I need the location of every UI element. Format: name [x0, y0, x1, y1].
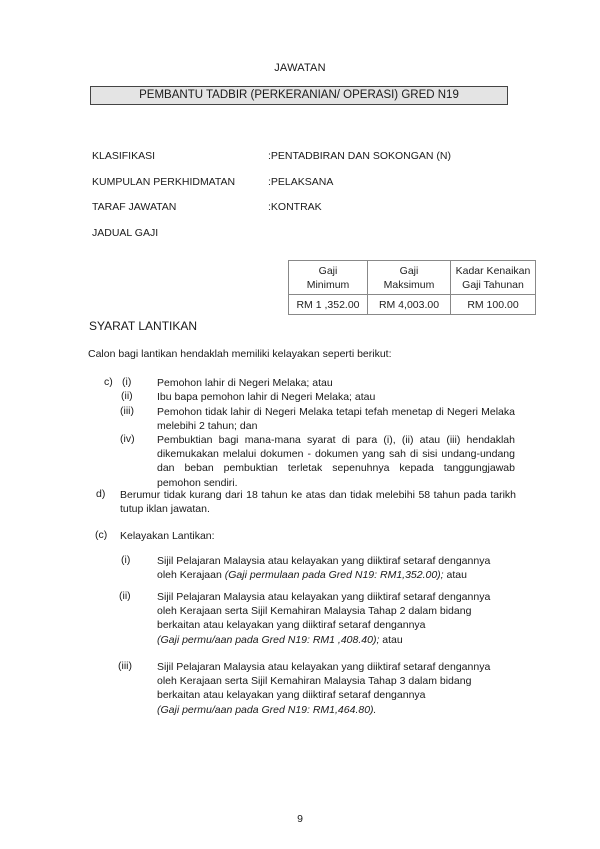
salary-header-minimum: Gaji Minimum: [289, 261, 368, 295]
info-label-taraf: TARAF JAWATAN: [92, 201, 177, 213]
kelayakan-item-1-text: Sijil Pelajaran Malaysia atau kelayakan yang diiktiraf setaraf dengannya oleh Kerajaan (Gaji permulaan pada Gred N19: RM1,352.00); atau: [157, 555, 491, 582]
salary-cell-maksimum: RM 4,003.00: [368, 295, 451, 315]
kelayakan-item-1-num: (i): [121, 554, 131, 566]
c-item-4-text: Pembuktian bagi mana-mana syarat di para (i), (ii) atau (iii) hendaklah dikemukakan melalui dokumen - dokumen yang sah di sisi undang-undang dan beban pembuktian terletak sepenuhnya kepada tanggungjawab pemohon sendiri.: [157, 434, 515, 489]
c-item-2-num: (ii): [121, 390, 133, 402]
kelayakan-item-2-salary: (Gaji permu/aan pada Gred N19: RM1 ,408.40);: [157, 633, 380, 646]
c-item-4-num: (iv): [120, 433, 135, 445]
kelayakan-item-2-text: Sijil Pelajaran Malaysia atau kelayakan yang diiktiraf setaraf dengannya oleh Kerajaan serta Sijil Kemahiran Malaysia Tahap 2 dalam bidang berkaitan atau kelayakan yang diiktiraf setaraf dengannya (Gaji permu/aan pada Gred N19: RM1 ,408.40); atau: [157, 591, 491, 646]
c-item-3-text: Pemohon tidak lahir di Negeri Melaka tetapi tefah menetap di Negeri Melaka melebihi 2 tahun; dan: [157, 406, 515, 433]
info-value-taraf: :KONTRAK: [268, 201, 322, 213]
info-label-klasifikasi: KLASIFIKASI: [92, 150, 156, 162]
c-item-1-text: Pemohon lahir di Negeri Melaka; atau: [157, 377, 333, 389]
kelayakan-label: (c): [95, 529, 108, 541]
d-text: Berumur tidak kurang dari 18 tahun ke atas dan tidak melebihi 58 tahun pada tarikh tutup iklan jawatan.: [120, 489, 516, 516]
salary-header-kenaikan: Kadar Kenaikan Gaji Tahunan: [451, 261, 536, 295]
c-item-1-num: (i): [122, 376, 132, 388]
c-item-3-num: (iii): [120, 405, 134, 417]
position-title: PEMBANTU TADBIR (PERKERANIAN/ OPERASI) GRED N19: [90, 86, 508, 105]
page-number: 9: [297, 813, 303, 825]
salary-cell-minimum: RM 1 ,352.00: [289, 295, 368, 315]
salary-table-header: [289, 261, 536, 295]
info-label-kumpulan: KUMPULAN PERKHIDMATAN: [92, 176, 236, 188]
kelayakan-item-1-salary: (Gaji permulaan pada Gred N19: RM1,352.00);: [224, 569, 444, 582]
c-item-2-text: Ibu bapa pemohon lahir di Negeri Melaka; atau: [157, 391, 376, 403]
section-title: SYARAT LANTIKAN: [89, 319, 198, 333]
kelayakan-item-3-salary: (Gaji permu/aan pada Gred N19: RM1,464.80).: [157, 703, 377, 716]
kelayakan-item-3-num: (iii): [118, 660, 132, 672]
salary-table-row: [289, 295, 536, 315]
intro-text: Calon bagi lantikan hendaklah memiliki kelayakan seperti berikut:: [88, 348, 392, 360]
salary-header-maksimum: Gaji Maksimum: [368, 261, 451, 295]
kelayakan-title: Kelayakan Lantikan:: [120, 530, 215, 542]
salary-cell-kenaikan: RM 100.00: [451, 295, 536, 315]
salary-table: [288, 260, 536, 315]
kelayakan-item-3-text: Sijil Pelajaran Malaysia atau kelayakan yang diiktiraf setaraf dengannya oleh Kerajaan serta Sijil Kemahiran Malaysia Tahap 3 dalam bidang berkaitan atau kelayakan yang diiktiraf setaraf dengannya (Gaji permu/aan pada Gred N19: RM1,464.80).: [157, 661, 491, 716]
info-value-klasifikasi: :PENTADBIRAN DAN SOKONGAN (N): [268, 150, 451, 162]
c-label: c): [104, 376, 113, 388]
info-label-jadual-gaji: JADUAL GAJI: [92, 227, 159, 239]
d-label: d): [96, 488, 106, 500]
kelayakan-item-2-num: (ii): [119, 590, 131, 602]
info-value-kumpulan: :PELAKSANA: [268, 176, 334, 188]
page-heading: JAWATAN: [274, 62, 326, 74]
